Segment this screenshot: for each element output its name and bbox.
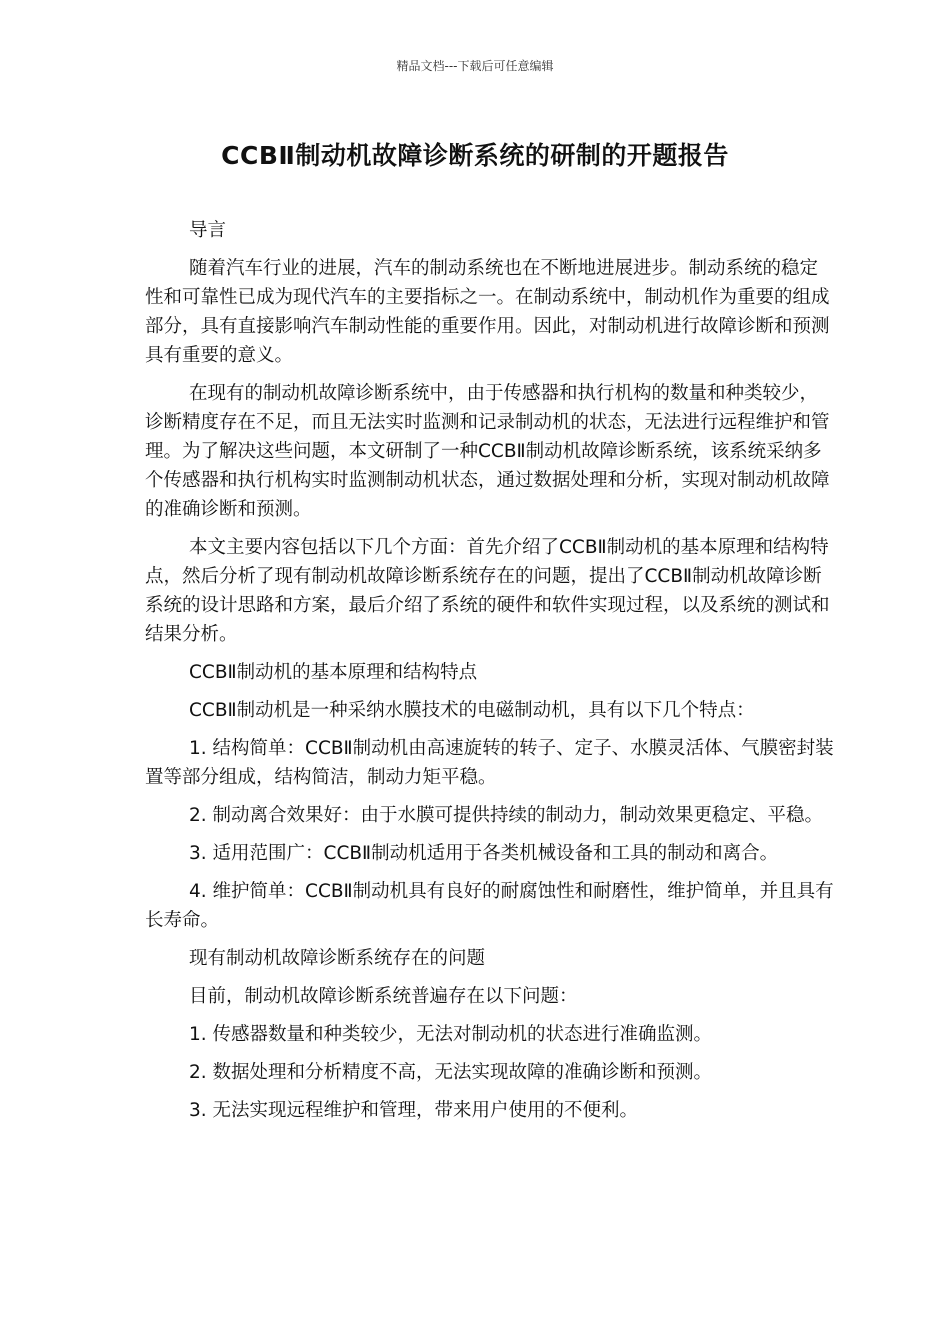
list-item-problem-1: 1. 传感器数量和种类较少，无法对制动机的状态进行准确监测。 [189, 1024, 713, 1045]
list-item-feature-3: 3. 适用范围广：CCBⅡ制动机适用于各类机械设备和工具的制动和离合。 [189, 843, 779, 864]
list-item-problem-2: 2. 数据处理和分析精度不高，无法实现故障的准确诊断和预测。 [189, 1062, 713, 1083]
document-body [145, 216, 835, 1134]
paragraph-problem: 在现有的制动机故障诊断系统中，由于传感器和执行机构的数量和种类较少，诊断精度存在不足，而且无法实时监测和记录制动机的状态，无法进行远程维护和管理。为了解决这些问题，本文研制了一种CCBⅡ制动机故障诊断系统，该系统采纳多个传感器和执行机构实时监测制动机状态，通过数据处理和分析，实现对制动机故障的准确诊断和预测。 [145, 383, 830, 520]
list-item-feature-1: 1. 结构简单：CCBⅡ制动机由高速旋转的转子、定子、水膜灵活体、气膜密封装置等部分组成，结构简洁，制动力矩平稳。 [145, 738, 834, 788]
paragraph-background: 随着汽车行业的进展，汽车的制动系统也在不断地进展进步。制动系统的稳定性和可靠性已成为现代汽车的主要指标之一。在制动系统中，制动机作为重要的组成部分，具有直接影响汽车制动性能的重要作用。因此，对制动机进行故障诊断和预测具有重要的意义。 [145, 258, 830, 366]
paragraph-contents: 本文主要内容包括以下几个方面：首先介绍了CCBⅡ制动机的基本原理和结构特点，然后分析了现有制动机故障诊断系统存在的问题，提出了CCBⅡ制动机故障诊断系统的设计思路和方案，最后介绍了系统的硬件和软件实现过程，以及系统的测试和结果分析。 [145, 537, 830, 645]
section-heading-principles: CCBⅡ制动机的基本原理和结构特点 [189, 662, 478, 683]
list-item-feature-4: 4. 维护简单：CCBⅡ制动机具有良好的耐腐蚀性和耐磨性，维护简单，并且具有长寿命。 [145, 881, 834, 931]
page-header-note: 精品文档---下载后可任意编辑 [396, 59, 554, 73]
list-item-problem-3: 3. 无法实现远程维护和管理，带来用户使用的不便利。 [189, 1100, 639, 1121]
paragraph-problems-intro: 目前，制动机故障诊断系统普遍存在以下问题： [189, 986, 578, 1007]
document-title: CCBⅡ制动机故障诊断系统的研制的开题报告 [221, 141, 729, 170]
paragraph-features-intro: CCBⅡ制动机是一种采纳水膜技术的电磁制动机，具有以下几个特点： [189, 700, 755, 721]
list-item-feature-2: 2. 制动离合效果好：由于水膜可提供持续的制动力，制动效果更稳定、平稳。 [189, 805, 824, 826]
section-heading-problems: 现有制动机故障诊断系统存在的问题 [189, 948, 486, 969]
paragraph-intro-heading: 导言 [189, 220, 227, 241]
